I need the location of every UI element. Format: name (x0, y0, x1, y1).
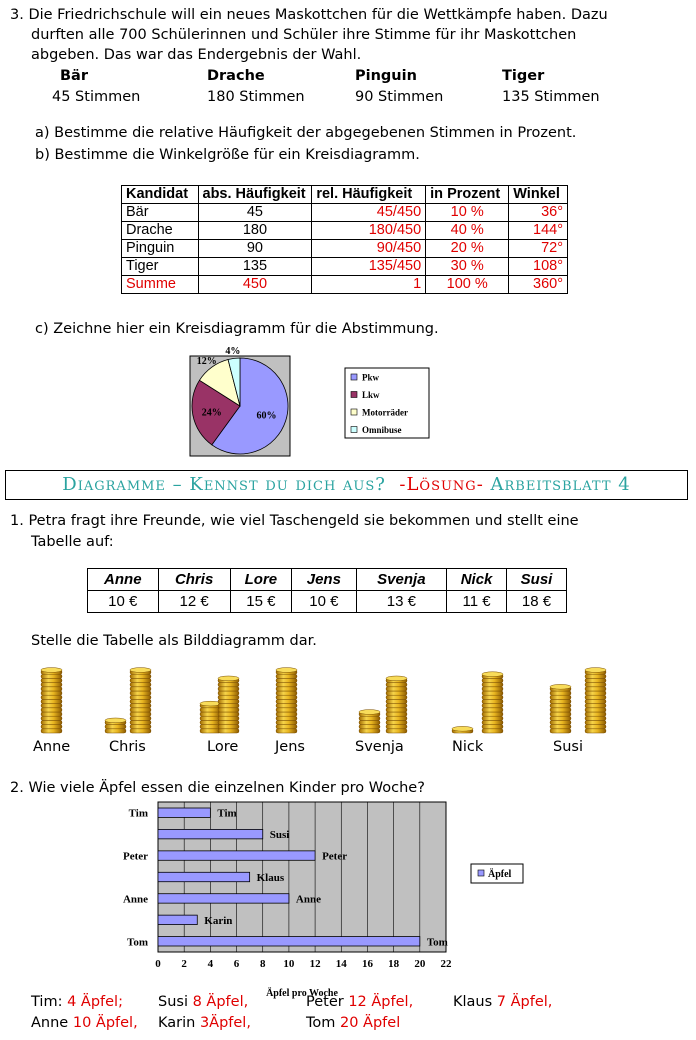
coin (386, 695, 407, 699)
table-row (122, 222, 568, 240)
table-cell: 15 € (230, 591, 291, 613)
table-header-row (88, 569, 567, 591)
coin (276, 725, 297, 729)
coin (550, 704, 571, 708)
coin (218, 716, 239, 720)
pie-legend-label: Omnibuse (362, 425, 402, 435)
bar-anne (158, 894, 289, 903)
coin (41, 695, 62, 699)
table-cell: 144° (509, 222, 568, 240)
question-c: c) Zeichne hier ein Kreisdiagramm für die Abstimmung. (35, 321, 439, 337)
table-cell: 13 € (356, 591, 447, 613)
task3-line3: abgeben. Das war das Endergebnis der Wahl. (31, 47, 362, 63)
table-header-cell: Winkel (509, 186, 568, 204)
coin (550, 716, 571, 720)
pie-legend-label: Lkw (362, 390, 380, 400)
x-tick-label: 10 (283, 958, 295, 970)
coin (130, 699, 151, 703)
coin-top (359, 710, 380, 715)
coin (130, 687, 151, 691)
coin (41, 704, 62, 708)
table-row (88, 591, 567, 613)
table-row (122, 258, 568, 276)
table-cell: Drache (122, 222, 199, 240)
answer-name: Anne (31, 1015, 69, 1031)
coin-stack-svenja (359, 676, 407, 733)
table-header-cell: Anne (88, 569, 159, 591)
coin-top (218, 676, 239, 681)
pie-slice-label: 12% (196, 356, 217, 368)
task3-line1: 3. Die Friedrichschule will ein neues Maskottchen für die Wettkämpfe haben. Dazu (10, 7, 608, 23)
table-cell: 18 € (507, 591, 567, 613)
worksheet-banner (5, 470, 688, 500)
x-tick-label: 8 (259, 958, 266, 970)
coin (359, 716, 380, 720)
coin (386, 720, 407, 724)
bar-peter (158, 851, 315, 860)
x-tick-label: 6 (233, 958, 240, 970)
candidate-name: Tiger (502, 68, 545, 84)
coin (550, 695, 571, 699)
bar-data-label: Peter (322, 850, 348, 863)
coin (105, 725, 126, 729)
y-category-label: Peter (122, 850, 148, 863)
table-cell: 72° (509, 240, 568, 258)
coin (276, 687, 297, 691)
x-axis-title: Äpfel pro Woche (266, 988, 338, 999)
task1-line2: Tabelle auf: (31, 534, 114, 550)
coin (585, 678, 606, 682)
answer-tim (31, 993, 123, 1012)
coin (41, 725, 62, 729)
table-cell: 360° (509, 276, 568, 294)
x-tick-label: 2 (181, 958, 187, 970)
answer-name: Karin (158, 1015, 196, 1031)
coin (482, 708, 503, 712)
table-cell: 12 € (158, 591, 230, 613)
coin (585, 683, 606, 687)
table-header-row (122, 186, 568, 204)
task1-line1: 1. Petra fragt ihre Freunde, wie viel Taschengeld sie bekommen und stellt eine (10, 513, 579, 529)
coin (585, 687, 606, 691)
coin-pictogram (0, 660, 696, 740)
x-tick-label: 14 (335, 958, 347, 970)
coin (585, 695, 606, 699)
bar-karin (158, 915, 197, 924)
coin (130, 683, 151, 687)
bar-tim (158, 808, 210, 817)
coin (386, 708, 407, 712)
answer-karin (158, 1014, 251, 1033)
pie-slice-label: 60% (256, 410, 277, 422)
coin (41, 683, 62, 687)
x-tick-label: 18 (388, 958, 400, 970)
table-header-cell: Susi (507, 569, 567, 591)
coin (482, 687, 503, 691)
bar-data-label: Klaus (256, 872, 285, 884)
coin (482, 729, 503, 733)
table-header-cell: Nick (447, 569, 507, 591)
coin (41, 716, 62, 720)
pie-legend-swatch (351, 427, 357, 433)
coin (41, 729, 62, 733)
coin (276, 716, 297, 720)
table-row (122, 204, 568, 222)
coin (130, 729, 151, 733)
coin (276, 678, 297, 682)
answer-anne (31, 1014, 138, 1033)
coin (218, 691, 239, 695)
pictogram-label: Svenja (355, 739, 404, 755)
coin (130, 725, 151, 729)
x-tick-label: 4 (207, 958, 214, 970)
coin (482, 683, 503, 687)
table-header-cell: abs. Häufigkeit (198, 186, 312, 204)
pictogram-label: Susi (553, 739, 583, 755)
coin (130, 691, 151, 695)
answer-value: 10 Äpfel, (72, 1015, 138, 1031)
coin (550, 725, 571, 729)
coin (276, 695, 297, 699)
coin (550, 729, 571, 733)
coin (482, 699, 503, 703)
bar-data-label: Tim (217, 807, 237, 820)
answer-value: 8 Äpfel, (192, 994, 249, 1010)
coin (130, 704, 151, 708)
coin (386, 691, 407, 695)
coin (550, 712, 571, 716)
coin (41, 687, 62, 691)
answer-name: Klaus (453, 994, 493, 1010)
banner-solution: -Lösung- (399, 474, 484, 495)
coin (130, 708, 151, 712)
task3-line2: durften alle 700 Schülerinnen und Schüler ihre Stimme für ihr Maskottchen (31, 27, 577, 43)
candidate-votes: 45 Stimmen (52, 89, 141, 105)
banner-sheet: Arbeitsblatt 4 (490, 474, 631, 495)
pie-legend-swatch (351, 409, 357, 415)
coin (276, 720, 297, 724)
frequency-table (121, 185, 568, 294)
answer-name: Tim: (31, 994, 63, 1010)
coin (218, 729, 239, 733)
coin-top (550, 684, 571, 689)
bar-legend-label: Äpfel (488, 869, 512, 880)
x-tick-label: 20 (414, 958, 426, 970)
coin-stack-lore (200, 676, 239, 733)
table-cell: 135 (198, 258, 312, 276)
answer-value: 3Äpfel, (199, 1015, 251, 1031)
coin-top (585, 668, 606, 673)
table-header-cell: rel. Häufigkeit (312, 186, 426, 204)
candidate-name: Drache (207, 68, 265, 84)
coin-top (386, 676, 407, 681)
candidate-name: Pinguin (355, 68, 417, 84)
coin (41, 691, 62, 695)
coin (276, 683, 297, 687)
coin (386, 725, 407, 729)
coin-stack-chris (105, 668, 151, 733)
coin (218, 712, 239, 716)
bar-data-label: Anne (295, 893, 321, 906)
coin (218, 708, 239, 712)
table-cell: 20 % (426, 240, 509, 258)
coin (550, 699, 571, 703)
table-header-cell: Lore (230, 569, 291, 591)
pie-legend-label: Pkw (362, 372, 380, 383)
coin (276, 704, 297, 708)
y-category-label: Tim (128, 807, 148, 820)
coin (41, 678, 62, 682)
coin (359, 720, 380, 724)
coin (482, 720, 503, 724)
coin (386, 687, 407, 691)
coin (276, 691, 297, 695)
candidate-name: Bär (60, 68, 88, 84)
table-cell: 10 € (292, 591, 357, 613)
x-tick-label: 12 (309, 958, 321, 970)
table-cell: 45 (198, 204, 312, 222)
answer-susi (158, 993, 248, 1012)
pictogram-label: Lore (207, 739, 239, 755)
bar-klaus (158, 872, 250, 881)
table-cell: 36° (509, 204, 568, 222)
coin (386, 699, 407, 703)
coin (482, 695, 503, 699)
coin-stack-jens (276, 668, 297, 733)
coin (276, 699, 297, 703)
coin-stack-susi (550, 668, 606, 733)
answer-tom (306, 1014, 400, 1033)
coin-top (105, 718, 126, 723)
answer-value: 4 Äpfel; (67, 994, 123, 1010)
coin (585, 712, 606, 716)
bar-data-label: Karin (204, 914, 233, 927)
coin (130, 720, 151, 724)
coin (41, 712, 62, 716)
coin-stack-anne (41, 668, 62, 733)
question-b: b) Bestimme die Winkelgröße für ein Kreisdiagramm. (35, 147, 420, 163)
table-cell: 450 (198, 276, 312, 294)
table-cell: Pinguin (122, 240, 199, 258)
pie-slice-label: 4% (225, 345, 241, 357)
answer-value: 20 Äpfel (340, 1015, 401, 1031)
coin (218, 720, 239, 724)
coin (359, 725, 380, 729)
coin (41, 708, 62, 712)
coin (482, 704, 503, 708)
bar-data-label: Susi (269, 829, 290, 842)
table-cell: 10 € (88, 591, 159, 613)
coin (585, 725, 606, 729)
table-cell: Summe (122, 276, 199, 294)
coin (276, 712, 297, 716)
coin (218, 695, 239, 699)
banner-title: Diagramme – Kennst du dich aus? (62, 474, 386, 495)
coin (386, 712, 407, 716)
coin (482, 712, 503, 716)
coin (130, 712, 151, 716)
pie-legend-swatch (351, 374, 357, 380)
coin (276, 674, 297, 678)
coin (130, 674, 151, 678)
coin (130, 716, 151, 720)
coin (585, 699, 606, 703)
table-cell: 180 (198, 222, 312, 240)
coin (218, 699, 239, 703)
coin (585, 691, 606, 695)
table-header-cell: in Prozent (426, 186, 509, 204)
table-cell: 30 % (426, 258, 509, 276)
table-cell: 108° (509, 258, 568, 276)
table-header-cell: Jens (292, 569, 357, 591)
coin-top (130, 668, 151, 673)
y-category-label: Tom (127, 936, 148, 949)
coin-stack-nick (452, 672, 503, 733)
coin (386, 683, 407, 687)
table-cell: 40 % (426, 222, 509, 240)
table-header-cell: Kandidat (122, 186, 199, 204)
pictogram-label: Anne (33, 739, 71, 755)
coin-top (276, 668, 297, 673)
table-header-cell: Svenja (356, 569, 447, 591)
pie-chart (180, 340, 440, 460)
table-cell: Bär (122, 204, 199, 222)
coin (482, 691, 503, 695)
table-row (122, 240, 568, 258)
table-cell: 90/450 (312, 240, 426, 258)
pictogram-label: Nick (452, 739, 484, 755)
table-cell: 135/450 (312, 258, 426, 276)
coin (218, 687, 239, 691)
coin (359, 729, 380, 733)
coin (550, 691, 571, 695)
coin (105, 729, 126, 733)
answer-name: Susi (158, 994, 188, 1010)
coin (550, 708, 571, 712)
coin (550, 720, 571, 724)
candidate-votes: 180 Stimmen (207, 89, 305, 105)
x-tick-label: 22 (440, 958, 452, 970)
bar-data-label: Tom (426, 936, 448, 949)
coin (41, 674, 62, 678)
coin-top (482, 672, 503, 677)
table-cell: 90 (198, 240, 312, 258)
answer-value: 12 Äpfel, (348, 994, 414, 1010)
table-cell: 10 % (426, 204, 509, 222)
task2-question: 2. Wie viele Äpfel essen die einzelnen Kinder pro Woche? (10, 780, 425, 796)
table-header-cell: Chris (158, 569, 230, 591)
bar-legend-swatch (478, 870, 484, 876)
coin (130, 695, 151, 699)
coin (276, 729, 297, 733)
coin-top (41, 668, 62, 673)
table-cell: 45/450 (312, 204, 426, 222)
table-cell: 1 (312, 276, 426, 294)
coin (482, 725, 503, 729)
coin (276, 708, 297, 712)
coin (585, 708, 606, 712)
answer-name: Tom (306, 1015, 336, 1031)
coin (386, 729, 407, 733)
pie-legend-swatch (351, 392, 357, 398)
answer-peter (306, 993, 413, 1012)
answer-klaus (453, 993, 552, 1012)
coin (41, 699, 62, 703)
table-cell: 11 € (447, 591, 507, 613)
table-cell: 100 % (426, 276, 509, 294)
bar-tom (158, 937, 420, 946)
coin (482, 678, 503, 682)
pictogram-label: Chris (109, 739, 146, 755)
coin (585, 729, 606, 733)
y-category-label: Anne (122, 893, 148, 906)
bar-susi (158, 829, 263, 838)
coin (585, 720, 606, 724)
pocket-money-table (87, 568, 567, 613)
coin (41, 720, 62, 724)
table-row-sum (122, 276, 568, 294)
coin (218, 704, 239, 708)
coin (218, 683, 239, 687)
x-tick-label: 0 (155, 958, 161, 970)
apple-bar-chart (100, 796, 540, 1000)
pie-slice-label: 24% (201, 407, 222, 419)
coin (585, 674, 606, 678)
question-a: a) Bestimme die relative Häufigkeit der abgegebenen Stimmen in Prozent. (35, 125, 577, 141)
candidate-votes: 135 Stimmen (502, 89, 600, 105)
pie-legend-label: Motorräder (362, 407, 408, 418)
coin (585, 716, 606, 720)
answer-name: Peter (306, 994, 344, 1010)
coin (218, 725, 239, 729)
table-cell: Tiger (122, 258, 199, 276)
task1-instruction: Stelle die Tabelle als Bilddiagramm dar. (31, 633, 317, 649)
coin (386, 716, 407, 720)
x-tick-label: 16 (361, 958, 373, 970)
coin (482, 716, 503, 720)
answer-value: 7 Äpfel, (496, 994, 553, 1010)
coin (386, 704, 407, 708)
coin (130, 678, 151, 682)
coin-top (452, 726, 473, 731)
pictogram-label: Jens (275, 739, 305, 755)
coin (585, 704, 606, 708)
candidate-votes: 90 Stimmen (355, 89, 444, 105)
table-cell: 180/450 (312, 222, 426, 240)
